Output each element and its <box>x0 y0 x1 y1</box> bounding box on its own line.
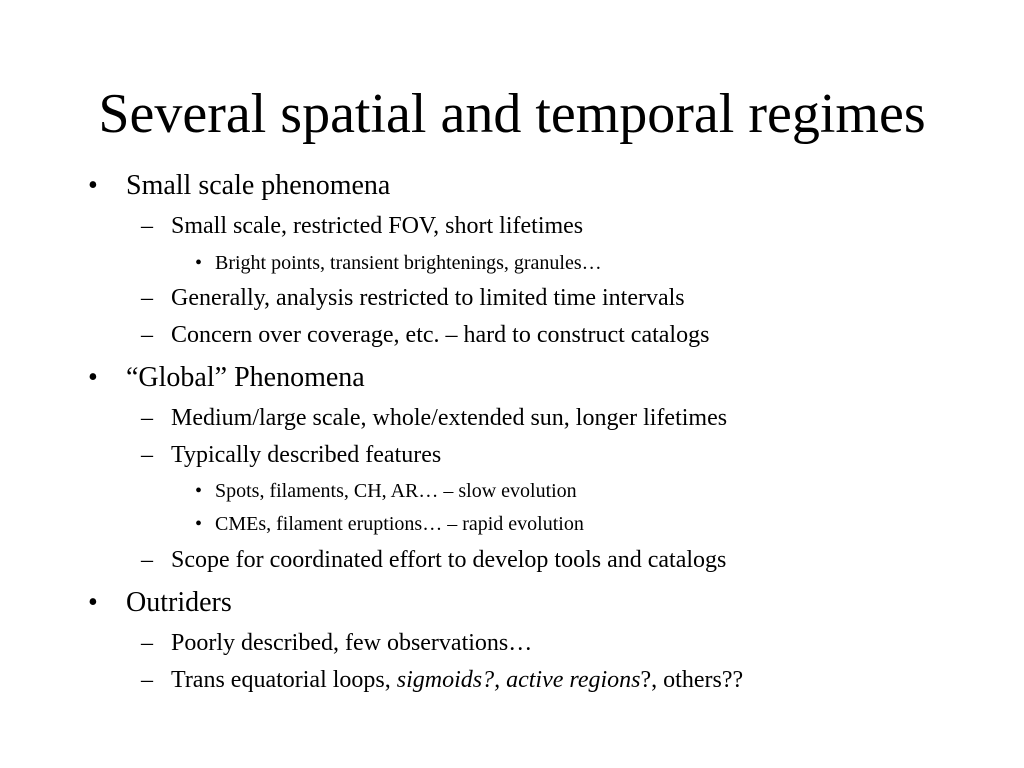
bullet-text-italic: sigmoids?, active regions <box>396 667 641 693</box>
bullet-item-small-scale-phenomena <box>88 169 391 203</box>
bullet-marker: • <box>195 513 203 535</box>
bullet-item-global-phenomena <box>88 361 365 395</box>
sub-bullet-item <box>141 440 442 470</box>
sub-bullet-item <box>141 403 728 433</box>
bullet-text: Bright points, transient brightenings, granules… <box>215 252 602 274</box>
sub-sub-bullet-item <box>195 478 577 504</box>
dash-marker: – <box>141 547 153 573</box>
sub-bullet-item <box>141 628 533 658</box>
bullet-text: Small scale phenomena <box>126 170 391 201</box>
bullet-text: Generally, analysis restricted to limited time intervals <box>171 285 685 311</box>
bullet-text: Small scale, restricted FOV, short lifetimes <box>171 213 584 239</box>
bullet-marker: • <box>88 170 98 201</box>
bullet-text-prefix: Trans equatorial loops, <box>171 667 397 693</box>
bullet-text-suffix: ?, others?? <box>640 667 744 693</box>
bullet-text: Spots, filaments, CH, AR… – slow evolution <box>215 480 577 502</box>
dash-marker: – <box>141 322 153 348</box>
bullet-text: Concern over coverage, etc. – hard to construct catalogs <box>171 322 710 348</box>
bullet-text: Outriders <box>126 587 232 618</box>
bullet-text: Medium/large scale, whole/extended sun, longer lifetimes <box>171 405 728 431</box>
bullet-text: “Global” Phenomena <box>126 362 365 393</box>
sub-bullet-item <box>141 320 710 350</box>
bullet-text: Poorly described, few observations… <box>171 630 533 656</box>
sub-bullet-item <box>141 283 685 313</box>
sub-bullet-item <box>141 665 744 695</box>
slide-title: Several spatial and temporal regimes <box>98 83 926 145</box>
sub-sub-bullet-item <box>195 511 584 537</box>
bullet-text: CMEs, filament eruptions… – rapid evolution <box>215 513 584 535</box>
dash-marker: – <box>141 630 153 656</box>
bullet-item-outriders <box>88 586 232 620</box>
bullet-text: Scope for coordinated effort to develop tools and catalogs <box>171 547 727 573</box>
dash-marker: – <box>141 213 153 239</box>
dash-marker: – <box>141 667 153 693</box>
dash-marker: – <box>141 442 153 468</box>
sub-bullet-item <box>141 545 727 575</box>
bullet-marker: • <box>88 587 98 618</box>
dash-marker: – <box>141 285 153 311</box>
bullet-marker: • <box>195 252 203 274</box>
bullet-text: Typically described features <box>171 442 442 468</box>
bullet-marker: • <box>88 362 98 393</box>
dash-marker: – <box>141 405 153 431</box>
bullet-marker: • <box>195 480 203 502</box>
sub-bullet-item <box>141 211 584 241</box>
sub-sub-bullet-item <box>195 250 602 276</box>
